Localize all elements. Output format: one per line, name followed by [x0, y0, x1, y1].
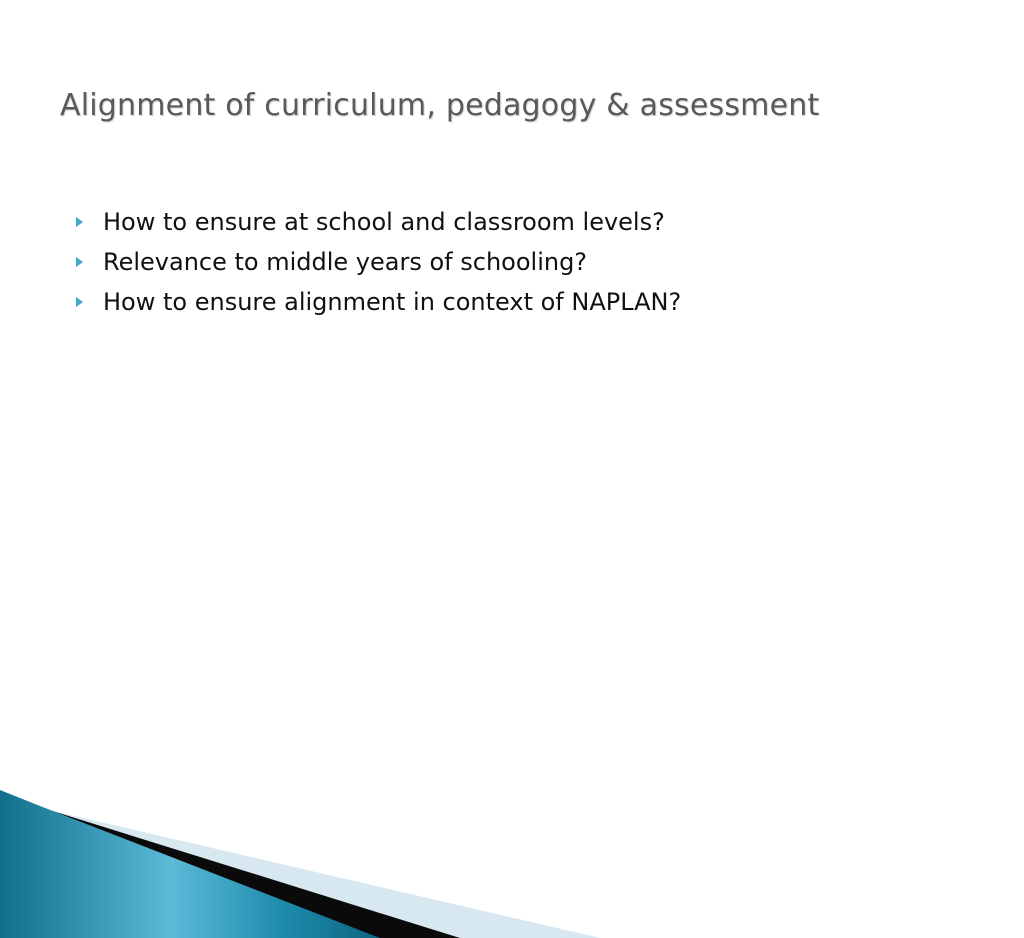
- bullet-text: Relevance to middle years of schooling?: [103, 248, 588, 276]
- bullet-text: How to ensure alignment in context of NAPLAN?: [103, 288, 682, 316]
- slide-title: Alignment of curriculum, pedagogy & assessment: [60, 88, 820, 123]
- bullet-text: How to ensure at school and classroom levels?: [103, 208, 665, 236]
